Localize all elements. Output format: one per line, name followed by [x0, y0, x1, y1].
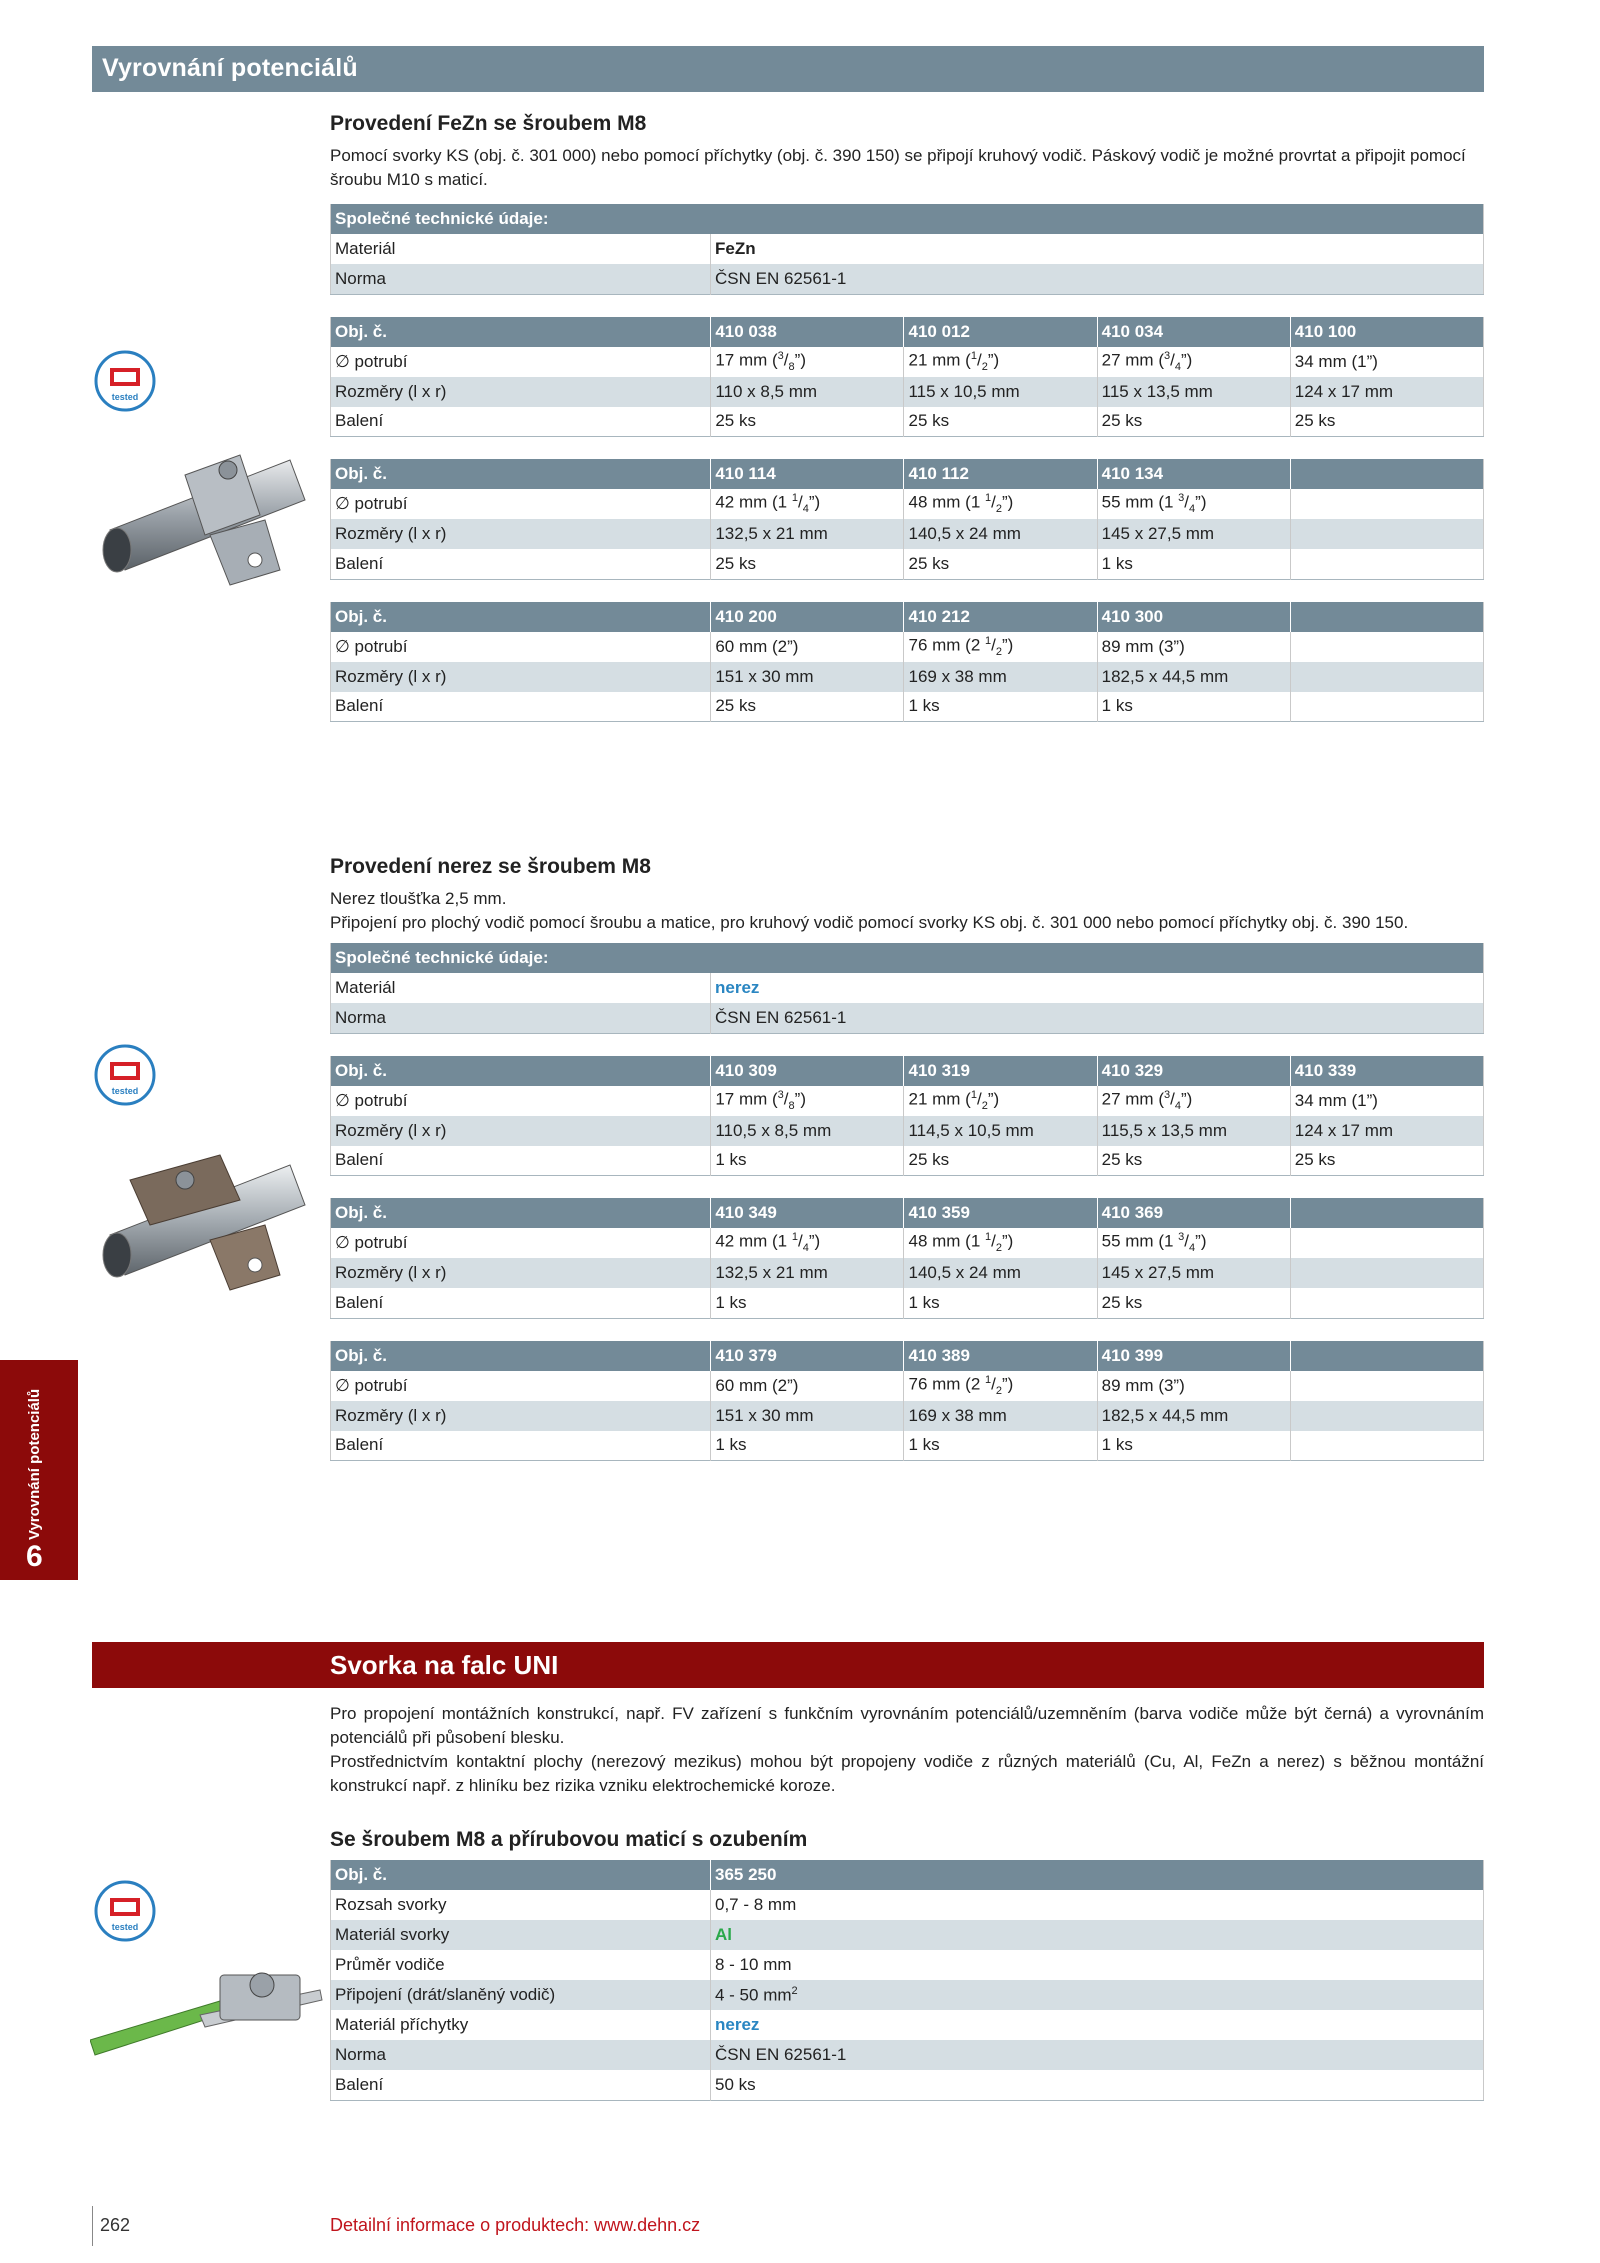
dimensions-cell: 110,5 x 8,5 mm — [711, 1116, 904, 1146]
product-variant-table — [330, 1056, 1484, 1177]
packaging-label: Balení — [331, 549, 711, 579]
packaging-cell: 25 ks — [1290, 1146, 1483, 1176]
order-number-cell — [1290, 1341, 1483, 1371]
dimensions-cell: 182,5 x 44,5 mm — [1097, 1401, 1290, 1431]
packaging-label: Balení — [331, 1288, 711, 1318]
packaging-cell: 1 ks — [1097, 549, 1290, 579]
dimensions-cell: 140,5 x 24 mm — [904, 519, 1097, 549]
packaging-cell: 1 ks — [904, 692, 1097, 722]
pipe-diameter-cell: 60 mm (2”) — [711, 1371, 904, 1401]
order-number-cell: 410 349 — [711, 1198, 904, 1228]
section-nerez-line1: Nerez tloušťka 2,5 mm. — [330, 889, 507, 908]
product-variant-table — [330, 1198, 1484, 1319]
pipe-diameter-cell: 60 mm (2”) — [711, 632, 904, 662]
product-tables-fezn — [330, 317, 1484, 723]
dimensions-cell — [1290, 519, 1483, 549]
dimensions-cell — [1290, 662, 1483, 692]
packaging-cell: 25 ks — [1097, 1146, 1290, 1176]
pipe-diameter-label: ∅ potrubí — [331, 347, 711, 377]
packaging-cell — [1290, 1288, 1483, 1318]
product-tables-nerez — [330, 1056, 1484, 1462]
page-number: 262 — [100, 2215, 131, 2235]
dimensions-cell: 124 x 17 mm — [1290, 1116, 1483, 1146]
pipe-diameter-cell: 17 mm $(^3/_8”)$ — [711, 1086, 904, 1116]
footer-product-link[interactable]: Detailní informace o produktech: www.dehn.cz — [330, 2215, 701, 2235]
pipe-diameter-cell: 48 mm (1 $^1/_2$”) — [904, 1228, 1097, 1258]
section-band-uni — [92, 1642, 1484, 1688]
common-specs-header: Společné technické údaje: — [331, 204, 1484, 234]
dimensions-cell: 182,5 x 44,5 mm — [1097, 662, 1290, 692]
uni-spec-table — [330, 1860, 1484, 2101]
order-number-cell: 410 134 — [1097, 459, 1290, 489]
uni-spec-value: 0,7 - 8 mm — [711, 1890, 1484, 1920]
order-number-cell: 410 100 — [1290, 317, 1483, 347]
dimensions-label: Rozměry (l x r) — [331, 519, 711, 549]
tested-badge-icon — [94, 1044, 156, 1106]
pipe-diameter-label: ∅ potrubí — [331, 489, 711, 519]
packaging-label: Balení — [331, 407, 711, 437]
uni-spec-value: ČSN EN 62561-1 — [711, 2040, 1484, 2070]
pipe-diameter-label: ∅ potrubí — [331, 1228, 711, 1258]
pipe-diameter-cell: 17 mm $(^3/_8”)$ — [711, 347, 904, 377]
norm-label: Norma — [331, 264, 711, 294]
dimensions-label: Rozměry (l x r) — [331, 1258, 711, 1288]
order-number-cell: 410 369 — [1097, 1198, 1290, 1228]
section-nerez — [330, 855, 1484, 1461]
order-number-cell: 410 359 — [904, 1198, 1097, 1228]
pipe-diameter-cell — [1290, 1371, 1483, 1401]
order-number-cell: 410 309 — [711, 1056, 904, 1086]
dimensions-cell: 132,5 x 21 mm — [711, 1258, 904, 1288]
order-number-label: Obj. č. — [331, 1341, 711, 1371]
pipe-diameter-cell: 42 mm (1 $^1/_4$”) — [711, 489, 904, 519]
product-variant-table — [330, 1341, 1484, 1462]
uni-spec-label: Průměr vodiče — [331, 1950, 711, 1980]
section-fezn — [330, 112, 1484, 722]
packaging-cell: 25 ks — [711, 407, 904, 437]
order-number-label: Obj. č. — [331, 1056, 711, 1086]
uni-spec-value: nerez — [711, 2010, 1484, 2040]
order-number-cell: 410 038 — [711, 317, 904, 347]
page-header-band — [92, 46, 1484, 92]
uni-spec-value: 8 - 10 mm — [711, 1950, 1484, 1980]
uni-clamp-image — [90, 1945, 330, 2075]
pipe-diameter-cell: 21 mm $(^1/_2”)$ — [904, 347, 1097, 377]
order-number-cell: 410 399 — [1097, 1341, 1290, 1371]
order-number-cell: 410 012 — [904, 317, 1097, 347]
uni-spec-label: Materiál příchytky — [331, 2010, 711, 2040]
chapter-number: 6 — [26, 1540, 43, 1573]
packaging-label: Balení — [331, 692, 711, 722]
pipe-diameter-cell: 89 mm (3”) — [1097, 632, 1290, 662]
uni-spec-label: Norma — [331, 2040, 711, 2070]
common-specs-header: Společné technické údaje: — [331, 943, 1484, 973]
order-number-label: Obj. č. — [331, 317, 711, 347]
pipe-diameter-cell: 27 mm $(^3/_4”)$ — [1097, 347, 1290, 377]
order-number-label: Obj. č. — [331, 1198, 711, 1228]
packaging-cell: 25 ks — [904, 1146, 1097, 1176]
uni-spec-value: Al — [711, 1920, 1484, 1950]
order-number-cell: 410 212 — [904, 602, 1097, 632]
dimensions-cell: 169 x 38 mm — [904, 662, 1097, 692]
dimensions-cell: 151 x 30 mm — [711, 1401, 904, 1431]
packaging-cell: 1 ks — [711, 1146, 904, 1176]
packaging-cell: 1 ks — [711, 1288, 904, 1318]
pipe-diameter-cell — [1290, 1228, 1483, 1258]
packaging-cell: 1 ks — [1097, 692, 1290, 722]
uni-spec-label: Rozsah svorky — [331, 1890, 711, 1920]
packaging-cell — [1290, 692, 1483, 722]
order-number-cell — [1290, 459, 1483, 489]
pipe-diameter-cell — [1290, 632, 1483, 662]
packaging-cell: 25 ks — [1097, 407, 1290, 437]
dimensions-cell: 145 x 27,5 mm — [1097, 1258, 1290, 1288]
order-number-cell: 410 200 — [711, 602, 904, 632]
order-number-cell: 410 114 — [711, 459, 904, 489]
order-number-cell: 410 300 — [1097, 602, 1290, 632]
norm-value: ČSN EN 62561-1 — [711, 1003, 1484, 1033]
svg-text:tested: tested — [111, 1086, 139, 1096]
order-number-cell — [1290, 1198, 1483, 1228]
chapter-side-tab — [0, 1360, 78, 1580]
pipe-diameter-cell: 27 mm $(^3/_4”)$ — [1097, 1086, 1290, 1116]
material-label: Materiál — [331, 973, 711, 1003]
packaging-cell: 25 ks — [1097, 1288, 1290, 1318]
pipe-diameter-cell: 34 mm (1”) — [1290, 347, 1483, 377]
dimensions-cell: 140,5 x 24 mm — [904, 1258, 1097, 1288]
dimensions-label: Rozměry (l x r) — [331, 1401, 711, 1431]
section-uni — [330, 1702, 1484, 2101]
uni-spec-label: Obj. č. — [331, 1860, 711, 1890]
svg-text:tested: tested — [111, 1922, 139, 1932]
packaging-cell: 25 ks — [711, 549, 904, 579]
pipe-diameter-cell: 55 mm (1 $^3/_4$”) — [1097, 489, 1290, 519]
order-number-label: Obj. č. — [331, 602, 711, 632]
pipe-diameter-cell: 89 mm (3”) — [1097, 1371, 1290, 1401]
section-fezn-description: Pomocí svorky KS (obj. č. 301 000) nebo pomocí příchytky (obj. č. 390 150) se připojí kruhový vodič. Páskový vodič je možné provrtat a připojit pomocí šroubu M10 s maticí. — [330, 146, 1466, 189]
pipe-diameter-cell: 55 mm (1 $^3/_4$”) — [1097, 1228, 1290, 1258]
norm-label: Norma — [331, 1003, 711, 1033]
dimensions-cell — [1290, 1258, 1483, 1288]
section-band-uni-title: Svorka na falc UNI — [330, 1650, 559, 1680]
packaging-cell — [1290, 549, 1483, 579]
chapter-side-label: Vyrovnání potenciálů — [26, 1388, 43, 1540]
uni-spec-value: 4 - 50 $mm^2$ — [711, 1980, 1484, 2010]
svg-text:tested: tested — [111, 392, 139, 402]
dimensions-cell: 145 x 27,5 mm — [1097, 519, 1290, 549]
tested-badge-icon — [94, 1880, 156, 1942]
order-number-label: Obj. č. — [331, 459, 711, 489]
packaging-cell: 25 ks — [1290, 407, 1483, 437]
dimensions-cell: 151 x 30 mm — [711, 662, 904, 692]
section-nerez-line2: Připojení pro plochý vodič pomocí šroubu a matice, pro kruhový vodič pomocí svorky KS obj. č. 301 000 nebo pomocí příchytky obj. č. 390 150. — [330, 913, 1409, 932]
packaging-label: Balení — [331, 1431, 711, 1461]
dimensions-cell: 114,5 x 10,5 mm — [904, 1116, 1097, 1146]
packaging-label: Balení — [331, 1146, 711, 1176]
uni-spec-value: 365 250 — [711, 1860, 1484, 1890]
section-fezn-title: Provedení FeZn se šroubem M8 — [330, 112, 647, 135]
dimensions-label: Rozměry (l x r) — [331, 662, 711, 692]
order-number-cell: 410 034 — [1097, 317, 1290, 347]
footer-divider — [92, 2206, 93, 2246]
product-variant-table — [330, 317, 1484, 438]
order-number-cell: 410 329 — [1097, 1056, 1290, 1086]
dimensions-cell: 115 x 10,5 mm — [904, 377, 1097, 407]
material-label: Materiál — [331, 234, 711, 264]
packaging-cell: 1 ks — [1097, 1431, 1290, 1461]
uni-spec-label: Připojení (drát/slaněný vodič) — [331, 1980, 711, 2010]
order-number-cell: 410 319 — [904, 1056, 1097, 1086]
pipe-diameter-cell — [1290, 489, 1483, 519]
dimensions-cell: 124 x 17 mm — [1290, 377, 1483, 407]
order-number-cell: 410 339 — [1290, 1056, 1483, 1086]
uni-spec-label: Materiál svorky — [331, 1920, 711, 1950]
packaging-cell — [1290, 1431, 1483, 1461]
packaging-cell: 1 ks — [904, 1288, 1097, 1318]
common-specs-table — [330, 204, 1484, 295]
dimensions-cell: 132,5 x 21 mm — [711, 519, 904, 549]
product-variant-table — [330, 602, 1484, 723]
dimensions-cell: 169 x 38 mm — [904, 1401, 1097, 1431]
packaging-cell: 1 ks — [904, 1431, 1097, 1461]
pipe-diameter-label: ∅ potrubí — [331, 1371, 711, 1401]
norm-value: ČSN EN 62561-1 — [711, 264, 1484, 294]
pipe-diameter-cell: 21 mm $(^1/_2”)$ — [904, 1086, 1097, 1116]
order-number-cell — [1290, 602, 1483, 632]
pipe-diameter-label: ∅ potrubí — [331, 1086, 711, 1116]
packaging-cell: 25 ks — [711, 692, 904, 722]
order-number-cell: 410 389 — [904, 1341, 1097, 1371]
pipe-diameter-cell: 42 mm (1 $^1/_4$”) — [711, 1228, 904, 1258]
uni-spec-value: 50 ks — [711, 2070, 1484, 2100]
dimensions-cell: 115,5 x 13,5 mm — [1097, 1116, 1290, 1146]
material-value: nerez — [711, 973, 1484, 1003]
pipe-diameter-cell: 34 mm (1”) — [1290, 1086, 1483, 1116]
dimensions-label: Rozměry (l x r) — [331, 1116, 711, 1146]
section-uni-para2: Prostřednictvím kontaktní plochy (nerezový mezikus) mohou být propojeny vodiče z různých materiálů (Cu, Al, FeZn a nerez) s běžnou montážní konstrukcí např. z hliníku bez rizika vzniku elektrochemické koroze. — [330, 1752, 1484, 1795]
dimensions-cell: 115 x 13,5 mm — [1097, 377, 1290, 407]
uni-spec-label: Balení — [331, 2070, 711, 2100]
section-uni-subtitle: Se šroubem M8 a přírubovou maticí s ozubením — [330, 1828, 808, 1851]
common-specs-table-nerez — [330, 943, 1484, 1034]
dimensions-cell: 110 x 8,5 mm — [711, 377, 904, 407]
pipe-diameter-cell: 76 mm (2 $^1/_2$”) — [904, 1371, 1097, 1401]
material-value: FeZn — [711, 234, 1484, 264]
page-header-title: Vyrovnání potenciálů — [102, 54, 358, 82]
dimensions-cell — [1290, 1401, 1483, 1431]
section-nerez-title: Provedení nerez se šroubem M8 — [330, 855, 651, 878]
packaging-cell: 25 ks — [904, 549, 1097, 579]
pipe-diameter-cell: 48 mm (1 $^1/_2$”) — [904, 489, 1097, 519]
fezn-pipe-clamp-image — [90, 420, 330, 600]
nerez-pipe-clamp-image — [90, 1125, 330, 1305]
order-number-cell: 410 112 — [904, 459, 1097, 489]
pipe-diameter-label: ∅ potrubí — [331, 632, 711, 662]
product-variant-table — [330, 459, 1484, 580]
tested-badge-icon — [94, 350, 156, 412]
packaging-cell: 25 ks — [904, 407, 1097, 437]
pipe-diameter-cell: 76 mm (2 $^1/_2$”) — [904, 632, 1097, 662]
order-number-cell: 410 379 — [711, 1341, 904, 1371]
packaging-cell: 1 ks — [711, 1431, 904, 1461]
dimensions-label: Rozměry (l x r) — [331, 377, 711, 407]
section-uni-para1: Pro propojení montážních konstrukcí, např. FV zařízení s funkčním vyrovnáním potenciálů/uzemněním (barva vodiče může být černá) a vyrovnáním potenciálů při působení blesku. — [330, 1704, 1484, 1747]
